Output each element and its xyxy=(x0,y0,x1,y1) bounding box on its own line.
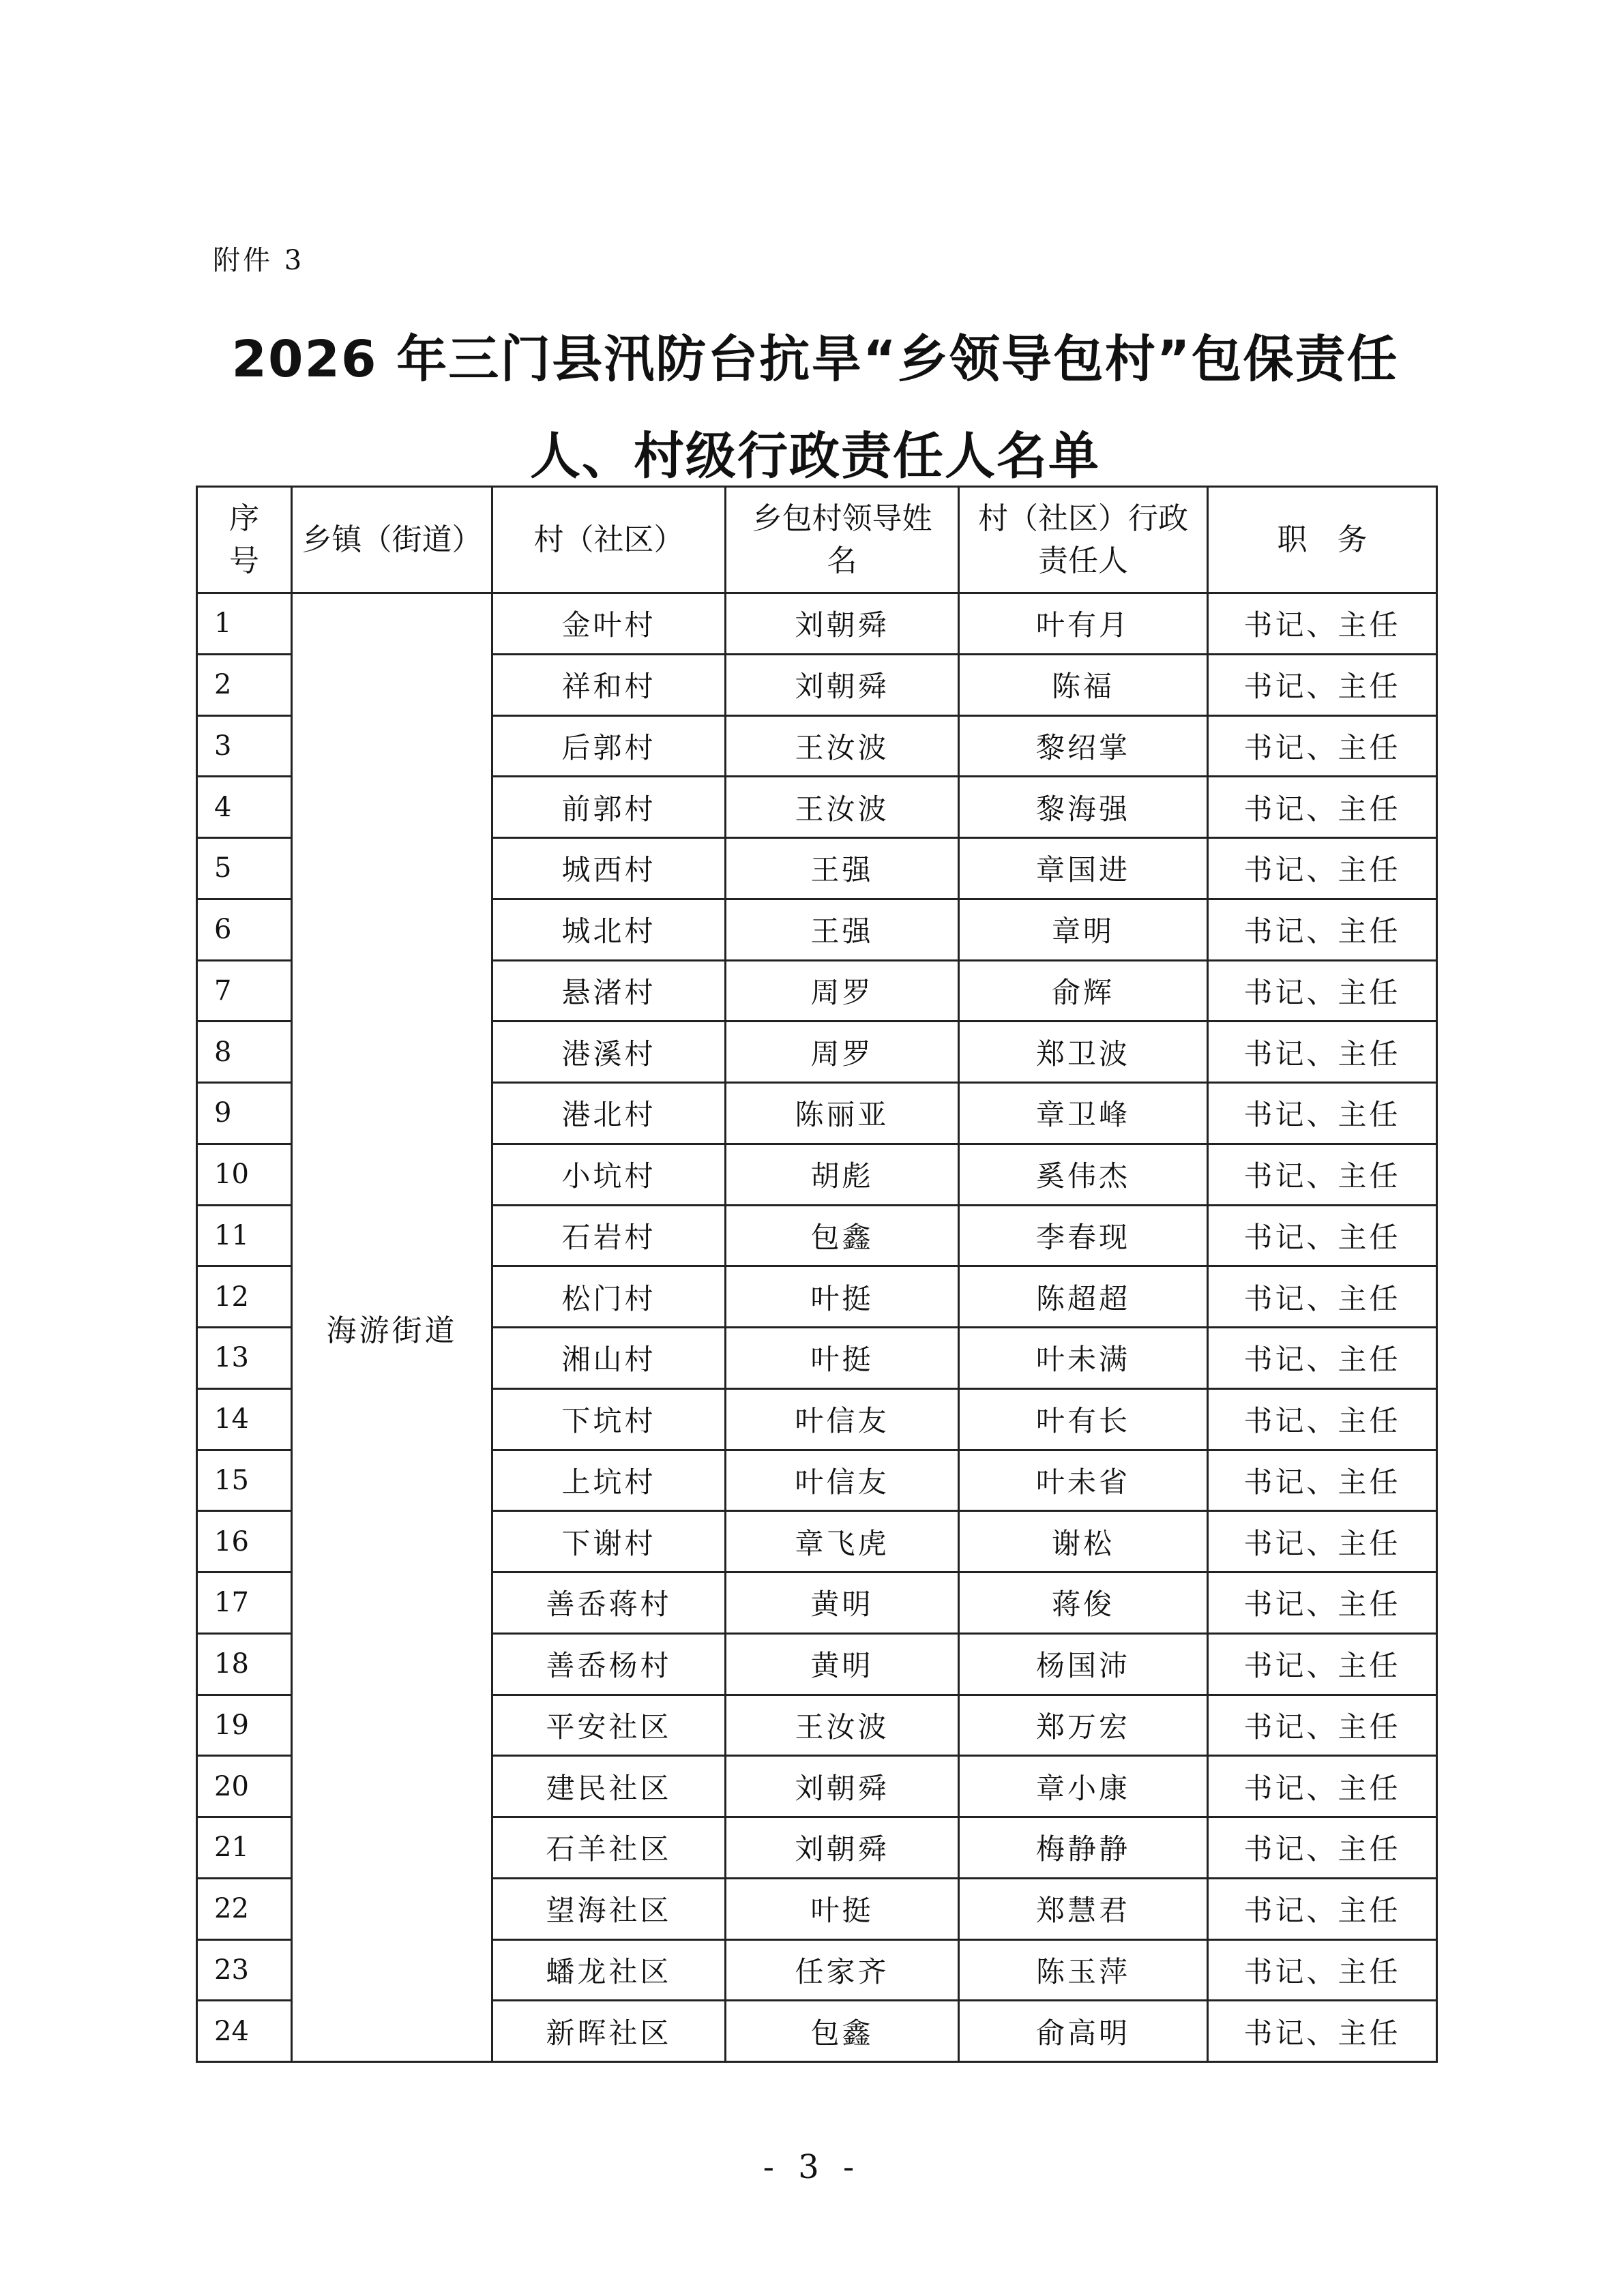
leader-name: 刘朝舜 xyxy=(726,1756,959,1817)
position-title: 书记、主任 xyxy=(1208,1817,1437,1879)
leader-name: 王汝波 xyxy=(726,715,959,777)
village-name: 松门村 xyxy=(492,1266,726,1328)
leader-name: 王汝波 xyxy=(726,1695,959,1756)
admin-name: 叶未省 xyxy=(959,1450,1208,1511)
position-title: 书记、主任 xyxy=(1208,1939,1437,2001)
header-admin-line-2: 责任人 xyxy=(1038,543,1128,578)
admin-name: 陈玉萍 xyxy=(959,1939,1208,2001)
page-number: - 3 - xyxy=(763,2148,861,2186)
leader-name: 叶信友 xyxy=(726,1450,959,1511)
village-name: 上坑村 xyxy=(492,1450,726,1511)
row-index: 13 xyxy=(197,1328,292,1389)
row-index: 15 xyxy=(197,1450,292,1511)
village-name: 港北村 xyxy=(492,1083,726,1144)
row-index: 24 xyxy=(197,2001,292,2062)
row-index: 9 xyxy=(197,1083,292,1144)
position-title: 书记、主任 xyxy=(1208,1878,1437,1939)
position-title: 书记、主任 xyxy=(1208,1083,1437,1144)
header-index-line-1: 序 xyxy=(229,501,259,536)
row-index: 8 xyxy=(197,1022,292,1083)
header-admin xyxy=(959,487,1208,593)
village-name: 港溪村 xyxy=(492,1022,726,1083)
leader-name: 叶挺 xyxy=(726,1266,959,1328)
table-header-row xyxy=(197,487,1437,593)
header-town: 乡镇（街道） xyxy=(292,487,492,593)
row-index: 7 xyxy=(197,960,292,1022)
position-title: 书记、主任 xyxy=(1208,1511,1437,1572)
leader-name: 叶信友 xyxy=(726,1388,959,1450)
table-row xyxy=(197,593,1437,655)
row-index: 11 xyxy=(197,1205,292,1266)
leader-name: 胡彪 xyxy=(726,1144,959,1205)
row-index: 14 xyxy=(197,1388,292,1450)
leader-name: 陈丽亚 xyxy=(726,1083,959,1144)
position-title: 书记、主任 xyxy=(1208,654,1437,715)
header-leader-line-2: 名 xyxy=(827,543,857,578)
leader-name: 刘朝舜 xyxy=(726,1817,959,1879)
row-index: 4 xyxy=(197,777,292,838)
leader-name: 王汝波 xyxy=(726,777,959,838)
leader-name: 周罗 xyxy=(726,1022,959,1083)
admin-name: 李春现 xyxy=(959,1205,1208,1266)
row-index: 10 xyxy=(197,1144,292,1205)
village-name: 湘山村 xyxy=(492,1328,726,1389)
leader-name: 叶挺 xyxy=(726,1878,959,1939)
row-index: 17 xyxy=(197,1572,292,1634)
village-name: 金叶村 xyxy=(492,593,726,655)
position-title: 书记、主任 xyxy=(1208,777,1437,838)
document-title-line-1: 2026 年三门县汛防台抗旱“乡领导包村”包保责任 xyxy=(231,330,1399,389)
position-title: 书记、主任 xyxy=(1208,715,1437,777)
village-name: 新晖社区 xyxy=(492,2001,726,2062)
admin-name: 章小康 xyxy=(959,1756,1208,1817)
position-title: 书记、主任 xyxy=(1208,1328,1437,1389)
position-title: 书记、主任 xyxy=(1208,593,1437,655)
village-name: 石羊社区 xyxy=(492,1817,726,1879)
position-title: 书记、主任 xyxy=(1208,960,1437,1022)
header-index xyxy=(197,487,292,593)
leader-name: 周罗 xyxy=(726,960,959,1022)
village-name: 前郭村 xyxy=(492,777,726,838)
village-name: 下谢村 xyxy=(492,1511,726,1572)
village-name: 蟠龙社区 xyxy=(492,1939,726,2001)
position-title: 书记、主任 xyxy=(1208,1266,1437,1328)
attachment-label: 附件 3 xyxy=(213,245,305,276)
row-index: 16 xyxy=(197,1511,292,1572)
admin-name: 梅静静 xyxy=(959,1817,1208,1879)
admin-name: 杨国沛 xyxy=(959,1633,1208,1695)
row-index: 3 xyxy=(197,715,292,777)
admin-name: 蒋俊 xyxy=(959,1572,1208,1634)
admin-name: 陈超超 xyxy=(959,1266,1208,1328)
header-village: 村（社区） xyxy=(492,487,726,593)
row-index: 21 xyxy=(197,1817,292,1879)
village-name: 平安社区 xyxy=(492,1695,726,1756)
village-name: 善岙蒋村 xyxy=(492,1572,726,1634)
position-title: 书记、主任 xyxy=(1208,2001,1437,2062)
leader-name: 黄明 xyxy=(726,1572,959,1634)
row-index: 19 xyxy=(197,1695,292,1756)
row-index: 6 xyxy=(197,899,292,960)
admin-name: 谢松 xyxy=(959,1511,1208,1572)
village-name: 小坑村 xyxy=(492,1144,726,1205)
leader-name: 章飞虎 xyxy=(726,1511,959,1572)
village-name: 善岙杨村 xyxy=(492,1633,726,1695)
admin-name: 章卫峰 xyxy=(959,1083,1208,1144)
row-index: 5 xyxy=(197,838,292,899)
village-name: 城北村 xyxy=(492,899,726,960)
position-title: 书记、主任 xyxy=(1208,1144,1437,1205)
position-title: 书记、主任 xyxy=(1208,838,1437,899)
leader-name: 黄明 xyxy=(726,1633,959,1695)
village-name: 祥和村 xyxy=(492,654,726,715)
admin-name: 郑卫波 xyxy=(959,1022,1208,1083)
admin-name: 黎海强 xyxy=(959,777,1208,838)
leader-name: 王强 xyxy=(726,899,959,960)
village-name: 悬渚村 xyxy=(492,960,726,1022)
admin-name: 郑万宏 xyxy=(959,1695,1208,1756)
position-title: 书记、主任 xyxy=(1208,1633,1437,1695)
position-title: 书记、主任 xyxy=(1208,1022,1437,1083)
position-title: 书记、主任 xyxy=(1208,1572,1437,1634)
header-leader-line-1: 乡包村领导姓 xyxy=(752,501,932,536)
leader-name: 刘朝舜 xyxy=(726,593,959,655)
admin-name: 黎绍掌 xyxy=(959,715,1208,777)
admin-name: 章国进 xyxy=(959,838,1208,899)
village-name: 下坑村 xyxy=(492,1388,726,1450)
row-index: 2 xyxy=(197,654,292,715)
leader-name: 任家齐 xyxy=(726,1939,959,2001)
position-title: 书记、主任 xyxy=(1208,1205,1437,1266)
admin-name: 俞高明 xyxy=(959,2001,1208,2062)
header-leader xyxy=(726,487,959,593)
row-index: 1 xyxy=(197,593,292,655)
village-name: 城西村 xyxy=(492,838,726,899)
admin-name: 奚伟杰 xyxy=(959,1144,1208,1205)
row-index: 22 xyxy=(197,1878,292,1939)
document-title-line-2: 人、村级行政责任人名单 xyxy=(530,427,1100,486)
row-index: 23 xyxy=(197,1939,292,2001)
position-title: 书记、主任 xyxy=(1208,1695,1437,1756)
admin-name: 叶有月 xyxy=(959,593,1208,655)
leader-name: 王强 xyxy=(726,838,959,899)
village-name: 建民社区 xyxy=(492,1756,726,1817)
position-title: 书记、主任 xyxy=(1208,899,1437,960)
leader-name: 包鑫 xyxy=(726,2001,959,2062)
row-index: 20 xyxy=(197,1756,292,1817)
town-name-cell: 海游街道 xyxy=(292,593,492,2062)
admin-name: 俞辉 xyxy=(959,960,1208,1022)
village-name: 望海社区 xyxy=(492,1878,726,1939)
admin-name: 陈福 xyxy=(959,654,1208,715)
row-index: 12 xyxy=(197,1266,292,1328)
row-index: 18 xyxy=(197,1633,292,1695)
position-title: 书记、主任 xyxy=(1208,1450,1437,1511)
leader-name: 包鑫 xyxy=(726,1205,959,1266)
responsibility-roster-table xyxy=(196,486,1438,2063)
admin-name: 叶有长 xyxy=(959,1388,1208,1450)
position-title: 书记、主任 xyxy=(1208,1756,1437,1817)
admin-name: 郑慧君 xyxy=(959,1878,1208,1939)
village-name: 后郭村 xyxy=(492,715,726,777)
position-title: 书记、主任 xyxy=(1208,1388,1437,1450)
table-body xyxy=(197,593,1437,2062)
header-position: 职 务 xyxy=(1208,487,1437,593)
header-admin-line-1: 村（社区）行政 xyxy=(978,501,1188,536)
village-name: 石岩村 xyxy=(492,1205,726,1266)
header-index-line-2: 号 xyxy=(229,543,259,578)
admin-name: 章明 xyxy=(959,899,1208,960)
admin-name: 叶未满 xyxy=(959,1328,1208,1389)
leader-name: 刘朝舜 xyxy=(726,654,959,715)
leader-name: 叶挺 xyxy=(726,1328,959,1389)
